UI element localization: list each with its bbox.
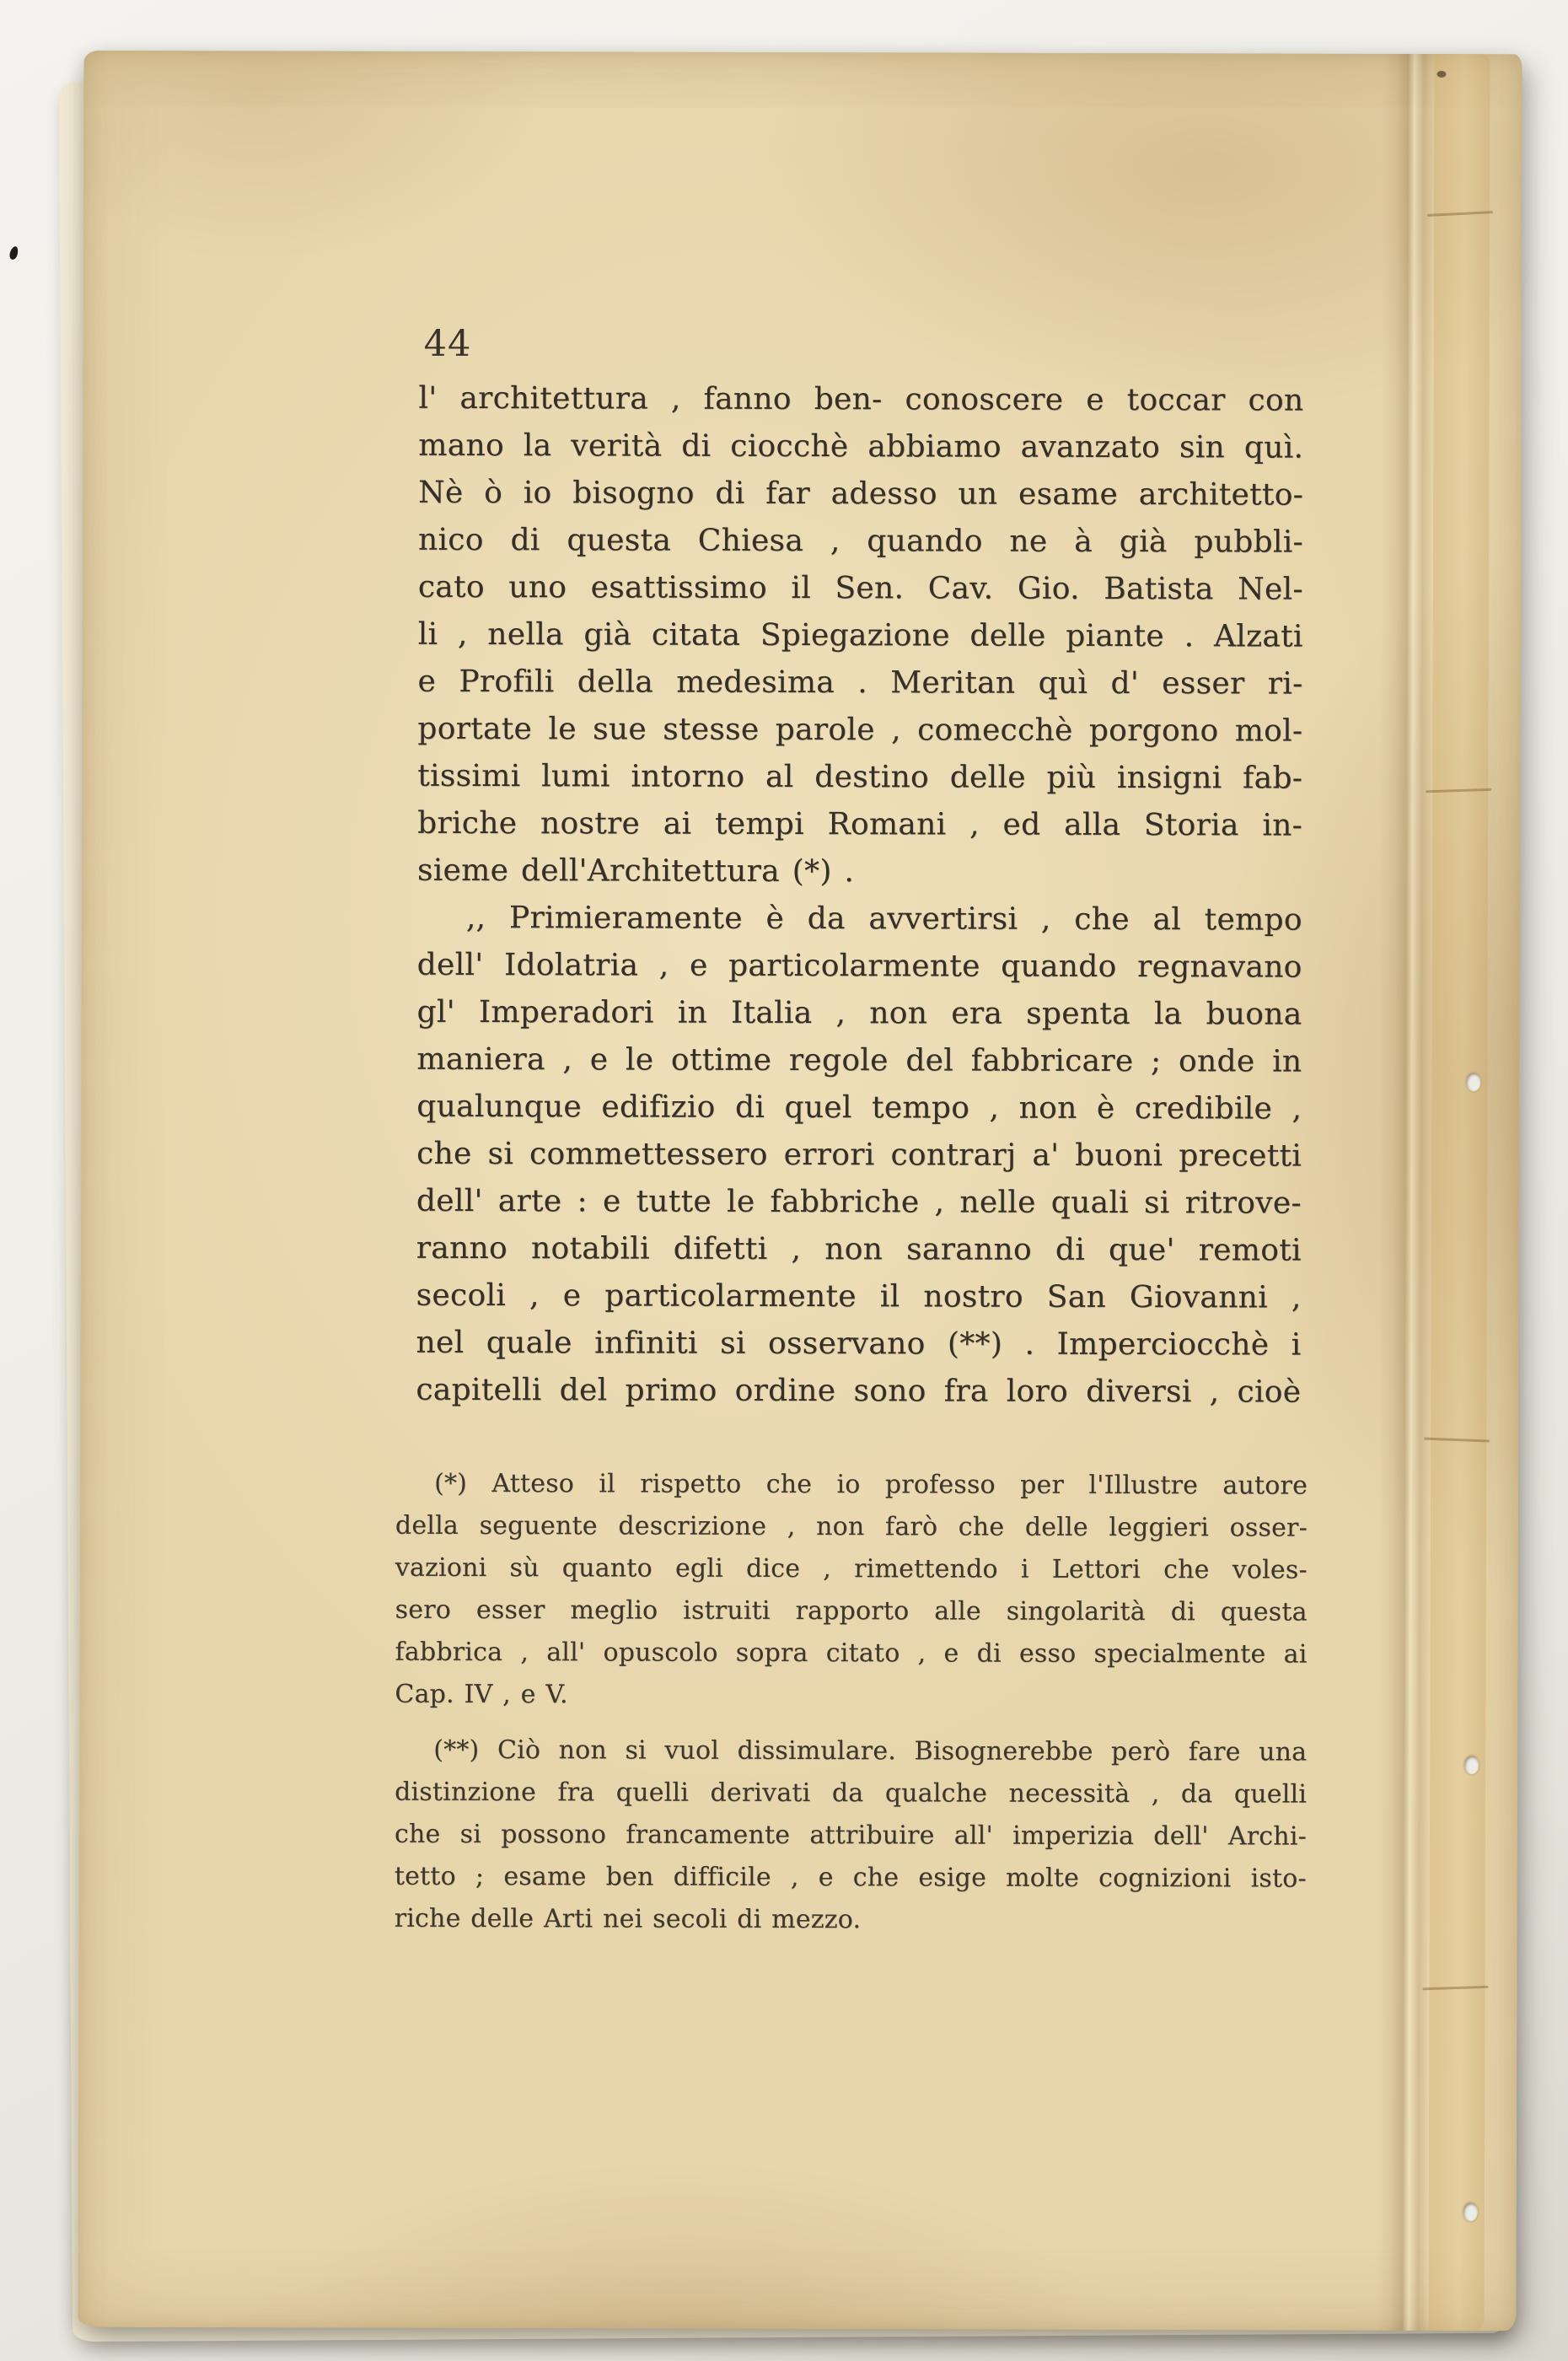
text-line: capitelli del primo ordine sono fra loro diversi , cioè — [416, 1372, 1302, 1410]
text-line: (*) Atteso il rispetto che io professo per l'Illustre autore — [434, 1468, 1308, 1501]
text-line: riche delle Arti nei secoli di mezzo. — [394, 1903, 862, 1935]
text-line: che si possono francamente attribuire all' imperizia dell' Archi- — [394, 1819, 1308, 1852]
footnote-1 — [395, 1463, 1308, 1718]
text-line: tissimi lumi intorno al destino delle più insigni fab- — [417, 758, 1303, 796]
text-line: sieme dell'Architettura (*) . — [416, 852, 855, 890]
ink-speck — [8, 245, 19, 261]
text-line: qualunque edifizio di quel tempo , non è credibile , — [416, 1089, 1302, 1127]
text-line: dell' arte : e tutte le fabbriche , nelle quali si ritrove- — [416, 1183, 1302, 1221]
text-line: tetto ; esame ben difficile , e che esige molte cognizioni isto- — [394, 1861, 1307, 1894]
text-line: mano la verità di ciocchè abbiamo avanzato sin quì. — [418, 428, 1304, 465]
text-line: dell' Idolatria , e particolarmente quando regnavano — [416, 947, 1302, 985]
text-line: sero esser meglio istruiti rapporto alle singolarità di questa — [395, 1595, 1308, 1627]
text-line: Cap. IV , e V. — [395, 1679, 568, 1710]
text-line: ranno notabili difetti , non saranno di que' remoti — [416, 1230, 1302, 1268]
text-line: nel quale infiniti si osservano (**) . Imperciocchè i — [416, 1325, 1302, 1363]
text-line: maniera , e le ottime regole del fabbricare ; onde in — [416, 1041, 1302, 1079]
stain-spot — [1436, 71, 1446, 78]
text-line: e Profili della medesima . Meritan quì d' esser ri- — [417, 664, 1303, 702]
text-line: l' architettura , fanno ben- conoscere e toccar con — [418, 380, 1304, 418]
binding-hole — [1466, 1073, 1480, 1091]
text-line: nico di questa Chiesa , quando ne à già pubbli- — [417, 522, 1304, 560]
binding-hole — [1463, 2202, 1478, 2221]
text-line: Nè ò io bisogno di far adesso un esame architetto- — [418, 475, 1304, 513]
text-line: ,, Primieramente è da avvertirsi , che al tempo — [465, 900, 1302, 938]
text-line: che si commettessero errori contrarj a' buoni precetti — [416, 1136, 1302, 1174]
text-line: gl' Imperadori in Italia , non era spenta la buona — [416, 994, 1302, 1032]
text-line: (**) Ciò non si vuol dissimulare. Bisognerebbe però fare una — [433, 1734, 1308, 1767]
text-line: portate le sue stesse parole , comecchè porgono mol- — [417, 711, 1303, 749]
footnotes — [395, 1463, 1308, 1943]
page-content — [394, 322, 1329, 1943]
main-text — [416, 375, 1303, 1417]
text-line: distinzione fra quelli derivati da qualche necessità , da quelli — [395, 1777, 1308, 1810]
text-line: briche nostre ai tempi Romani , ed alla Storia in- — [417, 805, 1303, 843]
text-line: vazioni sù quanto egli dice , rimettendo i Lettori che voles- — [395, 1552, 1308, 1585]
text-line: li , nella già citata Spiegazione delle piante . Alzati — [417, 616, 1303, 654]
footnote-2 — [395, 1729, 1308, 1943]
book-page — [78, 51, 1522, 2331]
page-number: 44 — [423, 322, 472, 365]
binding-hole — [1464, 1756, 1479, 1774]
text-line: fabbrica , all' opuscolo sopra citato , e di esso specialmente ai — [395, 1637, 1308, 1670]
text-line: secoli , e particolarmente il nostro San Giovanni , — [416, 1277, 1302, 1315]
text-line: della seguente descrizione , non farò che delle leggieri osser- — [395, 1510, 1308, 1543]
text-line: cato uno esattissimo il Sen. Cav. Gio. Batista Nel- — [417, 569, 1303, 607]
